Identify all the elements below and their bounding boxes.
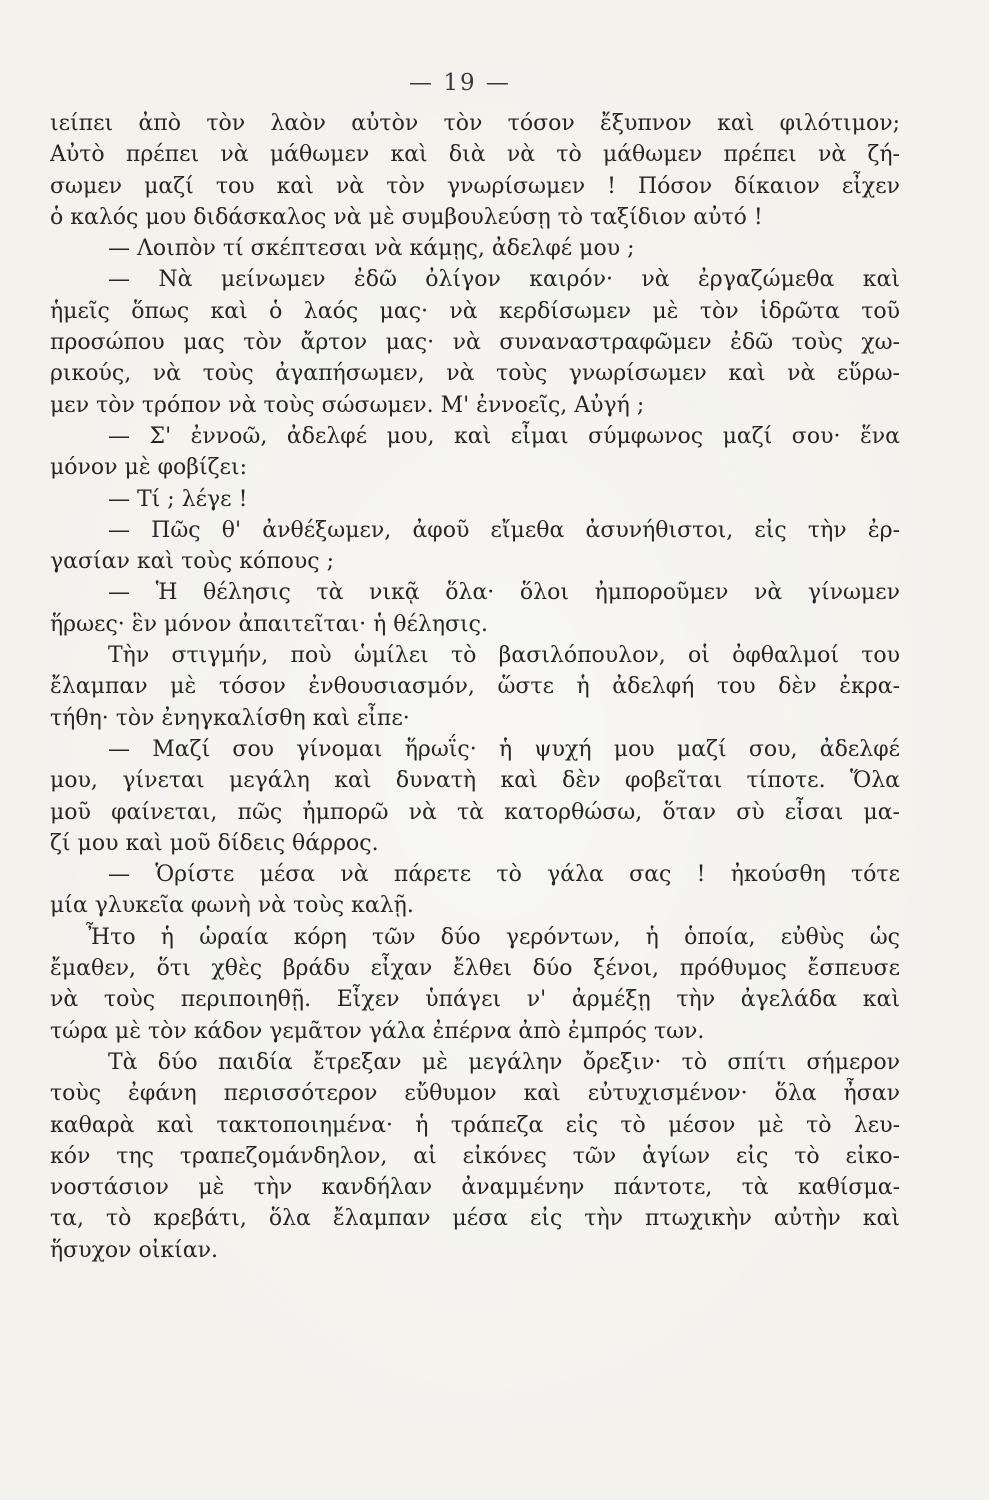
text-line: τώρα μὲ τὸν κάδον γεμᾶτον γάλα ἐπέρνα ἀπὸ ἐμπρός των.	[50, 1018, 705, 1044]
text-line: — Πῶς θ' ἀνθέξωμεν, ἀφοῦ εἴμεθα ἀσυνήθιστοι, εἰς τὴν ἐρ-	[108, 517, 900, 543]
text-line: — Λοιπὸν τί σκέπτεσαι νὰ κάμῃς, ἀδελφέ μου ;	[108, 236, 635, 262]
text-line: ἥρωες· ἓν μόνον ἀπαιτεῖται· ἡ θέλησις.	[50, 611, 488, 637]
text-line: ζί μου καὶ μοῦ δίδεις θάρρος.	[50, 830, 379, 856]
text-line: γασίαν καὶ τοὺς κόπους ;	[50, 549, 335, 575]
text-line: Τὰ δύο παιδία ἔτρεξαν μὲ μεγάλην ὄρεξιν· τὸ σπίτι σήμερον	[108, 1049, 900, 1075]
text-line: ἔλαμπαν μὲ τόσον ἐνθουσιασμόν, ὥστε ἡ ἀδελφή του δὲν ἐκρα-	[50, 674, 900, 700]
text-line: μεν τὸν τρόπον νὰ τοὺς σώσωμεν. Μ' ἐννοεῖς, Αὐγή ;	[50, 392, 645, 418]
text-line: — Σ' ἐννοῶ, ἀδελφέ μου, καὶ εἶμαι σύμφωνος μαζί σου· ἕνα	[108, 423, 900, 449]
body-text	[50, 108, 900, 1266]
text-line: Ἦτο ἡ ὡραία κόρη τῶν δύο γερόντων, ἡ ὁποία, εὐθὺς ὡς	[86, 924, 900, 950]
text-line: προσώπου μας τὸν ἄρτον μας· νὰ συναναστραφῶμεν ἐδῶ τοὺς χω-	[50, 330, 900, 356]
text-line: — Μαζί σου γίνομαι ἥρωΐς· ἡ ψυχή μου μαζί σου, ἀδελφέ	[108, 736, 900, 762]
text-line: — Ὁρίστε μέσα νὰ πάρετε τὸ γάλα σας ! ἠκούσθη τότε	[108, 862, 900, 888]
text-line: τοὺς ἐφάνη περισσότερον εὔθυμον καὶ εὐτυχισμένον· ὅλα ἦσαν	[50, 1081, 900, 1107]
text-line: — Νὰ μείνωμεν ἐδῶ ὀλίγον καιρόν· νὰ ἐργαζώμεθα καὶ	[108, 267, 900, 293]
text-line: μόνον μὲ φοβίζει:	[50, 455, 247, 481]
text-line: — Ἡ θέλησις τὰ νικᾷ ὅλα· ὅλοι ἠμποροῦμεν νὰ γίνωμεν	[108, 580, 900, 606]
text-line: μία γλυκεῖα φωνὴ νὰ τοὺς καλῇ.	[50, 893, 414, 919]
text-line: ιείπει ἀπὸ τὸν λαὸν αὐτὸν τὸν τόσον ἔξυπνον καὶ φιλότιμον;	[50, 111, 900, 136]
text-line: Τὴν στιγμήν, ποὺ ὡμίλει τὸ βασιλόπουλον, οἱ ὀφθαλμοί του	[108, 643, 900, 669]
text-line: ἡμεῖς ὅπως καὶ ὁ λαός μας· νὰ κερδίσωμεν μὲ τὸν ἱδρῶτα τοῦ	[50, 298, 900, 324]
page-number: — 19 —	[409, 70, 511, 96]
text-line: κόν της τραπεζομάνδηλον, αἱ εἰκόνες τῶν ἁγίων εἰς τὸ εἰκο-	[50, 1143, 900, 1169]
text-line: Αὐτὸ πρέπει νὰ μάθωμεν καὶ διὰ νὰ τὸ μάθωμεν πρέπει νὰ ζή-	[50, 142, 900, 168]
text-line: — Τί ; λέγε !	[108, 486, 248, 512]
text-line: νὰ τοὺς περιποιηθῇ. Εἶχεν ὑπάγει ν' ἀρμέξῃ τὴν ἀγελάδα καὶ	[50, 987, 900, 1013]
text-line: μου, γίνεται μεγάλη καὶ δυνατὴ καὶ δὲν φοβεῖται τίποτε. Ὅλα	[50, 768, 900, 794]
text-line: ἥσυχον οἰκίαν.	[50, 1237, 218, 1263]
text-line: σωμεν μαζί του καὶ νὰ τὸν γνωρίσωμεν ! Πόσον δίκαιον εἶχεν	[50, 173, 900, 199]
text-line: μοῦ φαίνεται, πῶς ἠμπορῶ νὰ τὰ κατορθώσω, ὅταν σὺ εἶσαι μα-	[50, 799, 900, 825]
text-line: τα, τὸ κρεβάτι, ὅλα ἔλαμπαν μέσα εἰς τὴν πτωχικὴν αὐτὴν καὶ	[50, 1206, 900, 1232]
text-line: καθαρὰ καὶ τακτοποιημένα· ἡ τράπεζα εἰς τὸ μέσον μὲ τὸ λευ-	[50, 1112, 900, 1138]
text-line: ἔμαθεν, ὅτι χθὲς βράδυ εἶχαν ἔλθει δύο ξένοι, πρόθυμος ἔσπευσε	[50, 956, 900, 982]
text-line: νοστάσιον μὲ τὴν κανδήλαν ἀναμμένην πάντοτε, τὰ καθίσμα-	[50, 1175, 900, 1201]
text-line: ὁ καλός μου διδάσκαλος νὰ μὲ συμβουλεύσῃ τὸ ταξίδιον αὐτό !	[50, 204, 763, 230]
text-line: ρικούς, νὰ τοὺς ἀγαπήσωμεν, νὰ τοὺς γνωρίσωμεν καὶ νὰ εὕρω-	[50, 361, 900, 387]
text-line: τήθη· τὸν ἐνηγκαλίσθη καὶ εἶπε·	[50, 705, 410, 731]
